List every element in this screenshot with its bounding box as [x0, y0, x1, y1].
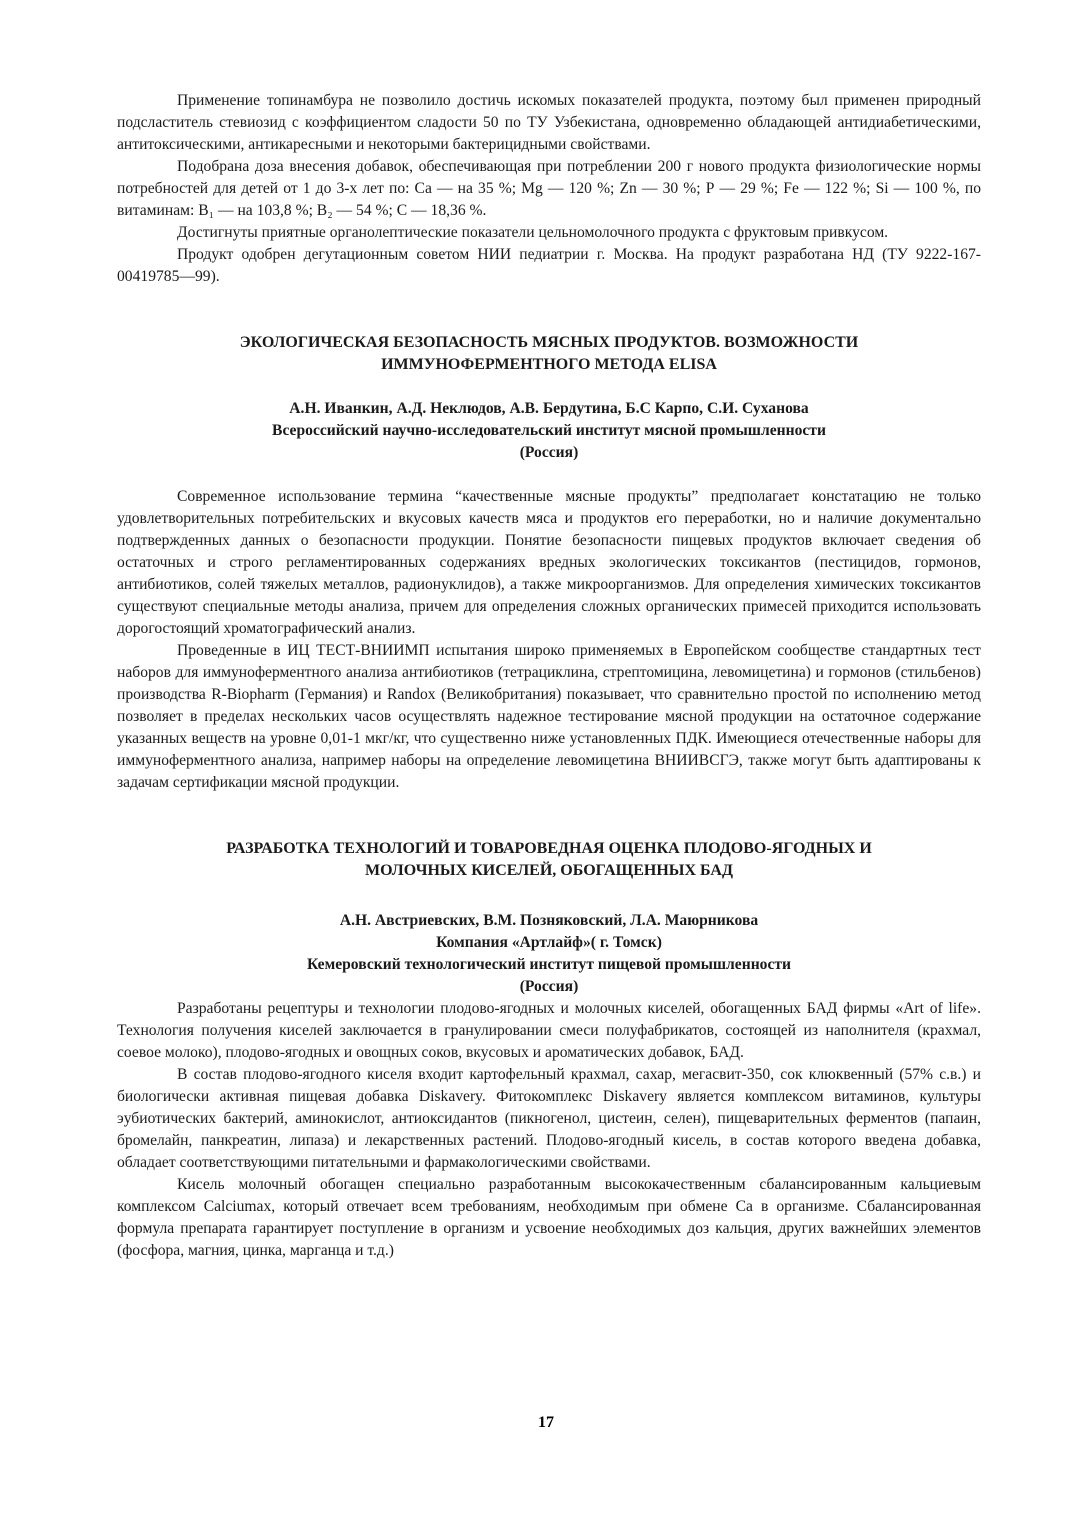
- article-1-paragraph-1: Современное использование термина “качественные мясные продукты” предполагает констатацию не только удовлетворительных потребительских и вкусовых качеств мяса и продуктов его переработки, но и наличие документально подтвержденных данных о безопасности продукции. Понятие безопасности пищевых продуктов включает сведения об остаточных и строго регламентированных содержаниях вредных экологических токсикантов (пестицидов, гормонов, антибиотиков, солей тяжелых металлов, радионуклидов), а также микроорганизмов. Для определения химических токсикантов существуют специальные методы анализа, причем для определения сложных органических примесей приходится использовать дорогостоящий хроматографический анализ.: [117, 488, 981, 637]
- page-number: 17: [538, 1414, 554, 1431]
- article-2-title: [117, 838, 981, 882]
- article-2-company: Компания «Артлайф»( г. Томск): [436, 934, 662, 951]
- article-1-title: [117, 332, 981, 376]
- document-page: [117, 90, 981, 1262]
- article-1-title-line-2: ИММУНОФЕРМЕНТНОГО МЕТОДА ELISA: [381, 356, 717, 373]
- article-1-title-line-1: ЭКОЛОГИЧЕСКАЯ БЕЗОПАСНОСТЬ МЯСНЫХ ПРОДУКТОВ. ВОЗМОЖНОСТИ: [239, 334, 859, 351]
- article-1-institution: Всероссийский научно-исследовательский институт мясной промышленности: [272, 422, 826, 439]
- article-2-authors: А.Н. Австриевских, В.М. Позняковский, Л.А. Маюрникова: [339, 912, 759, 929]
- article-2-country: (Россия): [519, 978, 579, 995]
- article-1-country: (Россия): [519, 444, 579, 461]
- article-2-paragraph-1: Разработаны рецептуры и технологии плодово-ягодных и молочных киселей, обогащенных БАД фирмы «Art of life». Технология получения киселей заключается в гранулировании смеси полуфабрикатов, состоящей из наполнителя (крахмал, соевое молоко), плодово-ягодных и овощных соков, вкусовых и ароматических добавок, БАД.: [117, 1000, 981, 1061]
- article-2-paragraph-3: Кисель молочный обогащен специально разработанным высококачественным сбалансированным кальциевым комплексом Calciumax, который отвечает всем требованиям, необходимым при обмене Са в организме. Сбалансированная формула препарата гарантирует поступление в организм и усвоение необходимых доз кальция, других важнейших элементов (фосфора, магния, цинка, марганца и т.д.): [117, 1176, 981, 1259]
- article-1-authors: А.Н. Иванкин, А.Д. Неклюдов, А.В. Бердутина, Б.С Карпо, С.И. Суханова: [289, 400, 809, 417]
- article-2-title-line-1: РАЗРАБОТКА ТЕХНОЛОГИЙ И ТОВАРОВЕДНАЯ ОЦЕНКА ПЛОДОВО-ЯГОДНЫХ И: [226, 840, 872, 857]
- article-2-institution: Кемеровский технологический институт пищевой промышленности: [306, 956, 792, 973]
- article-2-paragraph-2: В состав плодово-ягодного киселя входит картофельный крахмал, сахар, мегасвит-350, сок клюквенный (57% с.в.) и биологически активная пищевая добавка Diskavery. Фитокомплекс Diskavery является комплексом витаминов, культуры эубиотических бактерий, аминокислот, антиоксидантов (пикногенол, цистеин, селен), пищеварительных ферментов (папаин, бромелайн, панкреатин, липаза) и лекарственных растений. Плодово-ягодный кисель, в состав которого введена добавка, обладает соответствующими питательными и фармакологическими свойствами.: [117, 1066, 981, 1171]
- article-1-paragraph-2: Проведенные в ИЦ ТЕСТ-ВНИИМП испытания широко применяемых в Европейском сообществе стандартных тест наборов для иммуноферментного анализа антибиотиков (тетрациклина, стрептомицина, левомицетина) и гормонов (стильбенов) производства R-Biopharm (Германия) и Randox (Великобритания) показывает, что сравнительно простой по исполнению метод позволяет в пределах нескольких часов осуществлять надежное тестирование мясной продукции на остаточное содержание указанных веществ на уровне 0,01-1 мкг/кг, что существенно ниже установленных ПДК. Имеющиеся отечественные наборы для иммуноферментного анализа, например наборы на определение левомицетина ВНИИВСГЭ, также могут быть адаптированы к задачам сертификации мясной продукции.: [117, 642, 981, 791]
- intro-paragraph-1: Применение топинамбура не позволило достичь искомых показателей продукта, поэтому был применен природный подсластитель стевиозид с коэффициентом сладости 50 по ТУ Узбекистана, одновременно обладающей антидиабетическими, антитоксическими, антикаресными и некоторыми бактерицидными свойствами.: [117, 92, 981, 153]
- intro-paragraph-2: Подобрана доза внесения добавок, обеспечивающая при потреблении 200 г нового продукта физиологические нормы потребностей для детей от 1 до 3-х лет по: Са — на 35 %; Mg — 120 %; Zn — 30 %; Р — 29 %; Fe — 122 %; Si — 100 %, по витаминам: B₁ — на 103,8 %; B₂ — 54 %; С — 18,36 %.: [117, 158, 981, 219]
- article-2-title-line-2: МОЛОЧНЫХ КИСЕЛЕЙ, ОБОГАЩЕННЫХ БАД: [365, 862, 733, 879]
- intro-paragraph-4: Продукт одобрен дегутационным советом НИИ педиатрии г. Москва. На продукт разработана НД (ТУ 9222-167-00419785—99).: [117, 246, 981, 285]
- intro-paragraph-3: Достигнуты приятные органолептические показатели цельномолочного продукта с фруктовым привкусом.: [177, 224, 889, 241]
